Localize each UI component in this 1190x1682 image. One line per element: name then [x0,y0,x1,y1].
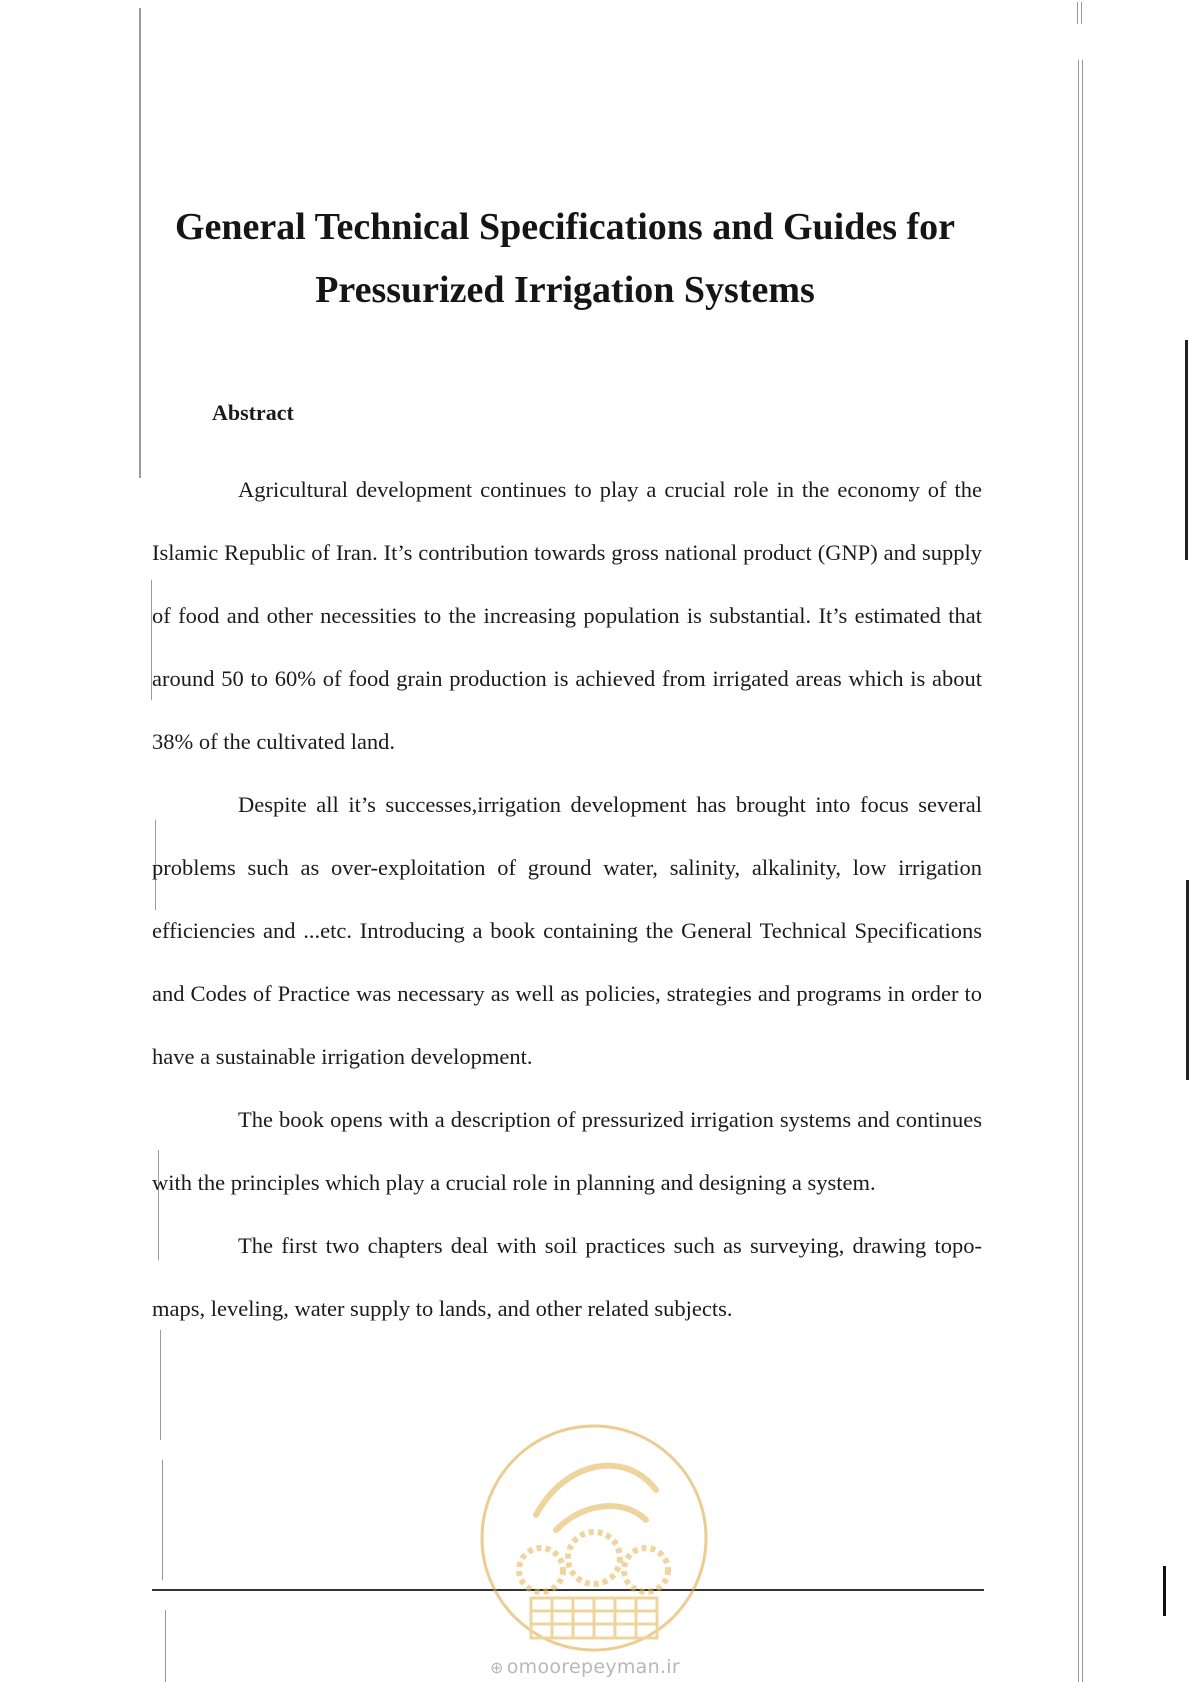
right-edge-scan-line [1163,1566,1166,1616]
abstract-body [152,458,982,1340]
abstract-paragraph-3: The book opens with a description of pressurized irrigation systems and continues with the principles which play a crucial role in planning and designing a system. [152,1107,982,1195]
title-line-1: General Technical Specifications and Guides for [174,206,956,248]
right-edge-scan-line [1185,340,1188,560]
right-edge-scan-line [1077,2,1078,24]
left-margin-scan-line [162,1460,163,1580]
watermark-calligraphy [536,1466,656,1530]
watermark-url [490,1656,680,1678]
right-edge-scan-line [1082,60,1083,1682]
watermark-url-text: omoorepeyman.ir [506,1656,681,1678]
right-edge-scan-line [1081,2,1082,24]
document-title [140,196,990,322]
watermark-seal [476,1420,712,1656]
abstract-paragraph-4: The first two chapters deal with soil practices such as surveying, drawing topo-maps, leveling, water supply to lands, and other related subjects. [152,1233,982,1321]
left-margin-scan-line [160,1330,161,1440]
abstract-paragraph-1: Agricultural development continues to play a crucial role in the economy of the Islamic Republic of Iran. It’s contribution towards gross national product (GNP) and supply of food and other necessities to the increasing population is substantial. It’s estimated that around 50 to 60% of food grain production is achieved from irrigated areas which is about 38% of the cultivated land. [152,477,982,754]
globe-icon: ⊕ [490,1658,504,1677]
abstract-paragraph-2: Despite all it’s successes,irrigation development has brought into focus several problems such as over-exploitation of ground water, salinity, alkalinity, low irrigation efficiencies and ...etc. Introducing a book containing the General Technical Specifications and Codes of Practice was necessary as well as policies, strategies and programs in order to have a sustainable irrigation development. [152,792,982,1069]
left-margin-scan-line [165,1610,166,1682]
abstract-heading: Abstract [212,400,294,425]
right-edge-scan-line [1186,880,1189,1080]
right-edge-scan-line [1078,60,1079,1682]
title-line-2: Pressurized Irrigation Systems [315,269,815,311]
